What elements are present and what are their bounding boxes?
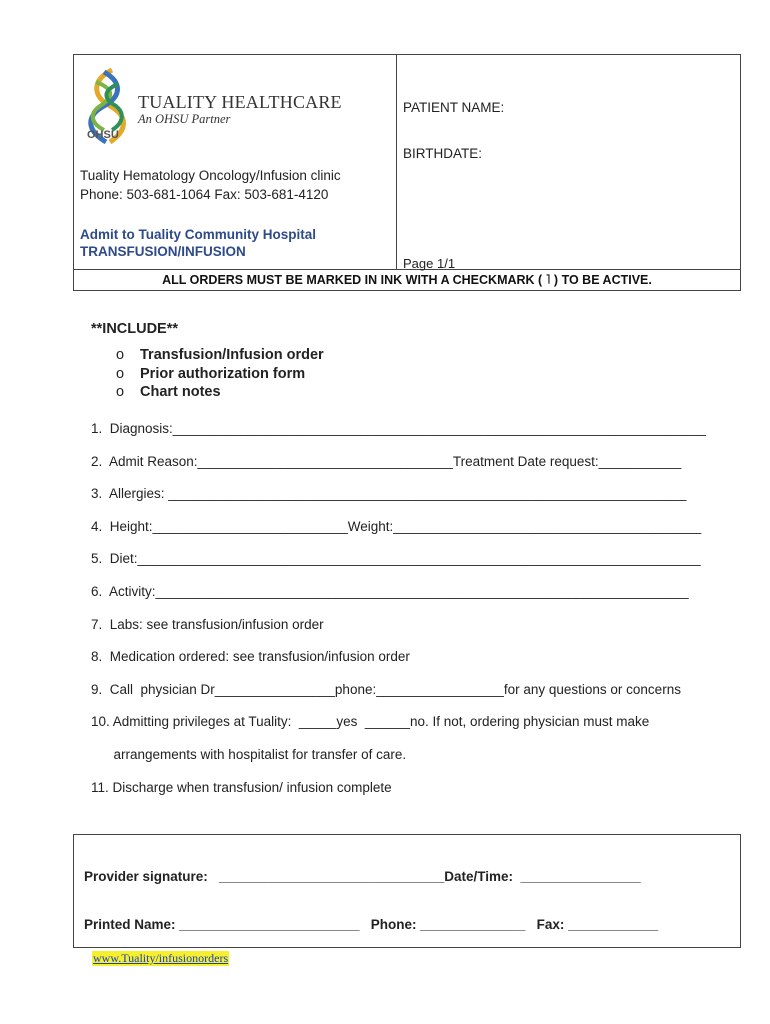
checkmark-notice: ALL ORDERS MUST BE MARKED IN INK WITH A CHECKMARK ( ˥ ) TO BE ACTIVE. (73, 270, 741, 291)
include-item (116, 346, 324, 365)
field-diagnosis[interactable]: 1. Diagnosis:_______________________________________________________________________ (91, 421, 706, 436)
admit-heading (80, 226, 316, 260)
item-labs: 7. Labs: see transfusion/infusion order (91, 617, 324, 632)
include-item-label: Chart notes (140, 384, 221, 400)
logo-subtitle: An OHSU Partner (138, 112, 231, 126)
header-divider (396, 54, 397, 270)
birthdate-label[interactable]: BIRTHDATE: (403, 146, 483, 161)
bullet-icon: o (116, 384, 125, 400)
include-list (116, 346, 324, 402)
include-title: **INCLUDE** (91, 321, 179, 337)
include-item-label: Transfusion/Infusion order (140, 347, 324, 363)
page-number: Page 1/1 (403, 256, 456, 271)
clinic-info (80, 166, 341, 204)
logo-ohsu-badge: OHSU (87, 129, 119, 141)
clinic-name: Tuality Hematology Oncology/Infusion clinic (80, 168, 341, 183)
bullet-icon: o (116, 365, 125, 382)
clinic-phone-fax: Phone: 503-681-1064 Fax: 503-681-4120 (80, 187, 329, 202)
item-privileges-continued: arrangements with hospitalist for transfer of care. (91, 747, 407, 762)
field-printed-name[interactable]: Printed Name: ________________________ Phone: ______________ Fax: ____________ (84, 917, 659, 932)
include-item (116, 365, 324, 384)
include-item-label: Prior authorization form (140, 365, 306, 382)
field-activity[interactable]: 6. Activity:_______________________________________________________________________ (91, 584, 689, 599)
field-provider-signature[interactable]: Provider signature: ______________________________Date/Time: ________________ (84, 869, 641, 884)
field-admitting-privileges[interactable]: 10. Admitting privileges at Tuality: _____yes ______no. If not, ordering physician must make (91, 714, 650, 729)
include-item (116, 383, 324, 402)
item-discharge: 11. Discharge when transfusion/ infusion complete (91, 780, 392, 795)
field-allergies[interactable]: 3. Allergies: _____________________________________________________________________ (91, 486, 687, 501)
field-diet[interactable]: 5. Diet:___________________________________________________________________________ (91, 551, 701, 566)
field-height-weight[interactable]: 4. Height:__________________________Weight:_________________________________________ (91, 519, 702, 534)
admit-line-2: TRANSFUSION/INFUSION (80, 244, 246, 259)
admit-line-1: Admit to Tuality Community Hospital (80, 227, 316, 242)
logo-name: TUALITY HEALTHCARE (138, 92, 342, 112)
item-medication: 8. Medication ordered: see transfusion/infusion order (91, 649, 410, 664)
bullet-icon: o (116, 347, 125, 363)
footer-link[interactable]: www.Tuality/infusionorders (93, 951, 229, 965)
patient-name-label[interactable]: PATIENT NAME: (403, 100, 505, 115)
field-admit-reason[interactable]: 2. Admit Reason:__________________________________Treatment Date request:___________ (91, 454, 682, 469)
field-call-physician[interactable]: 9. Call physician Dr________________phone:_________________for any questions or concerns (91, 682, 681, 697)
